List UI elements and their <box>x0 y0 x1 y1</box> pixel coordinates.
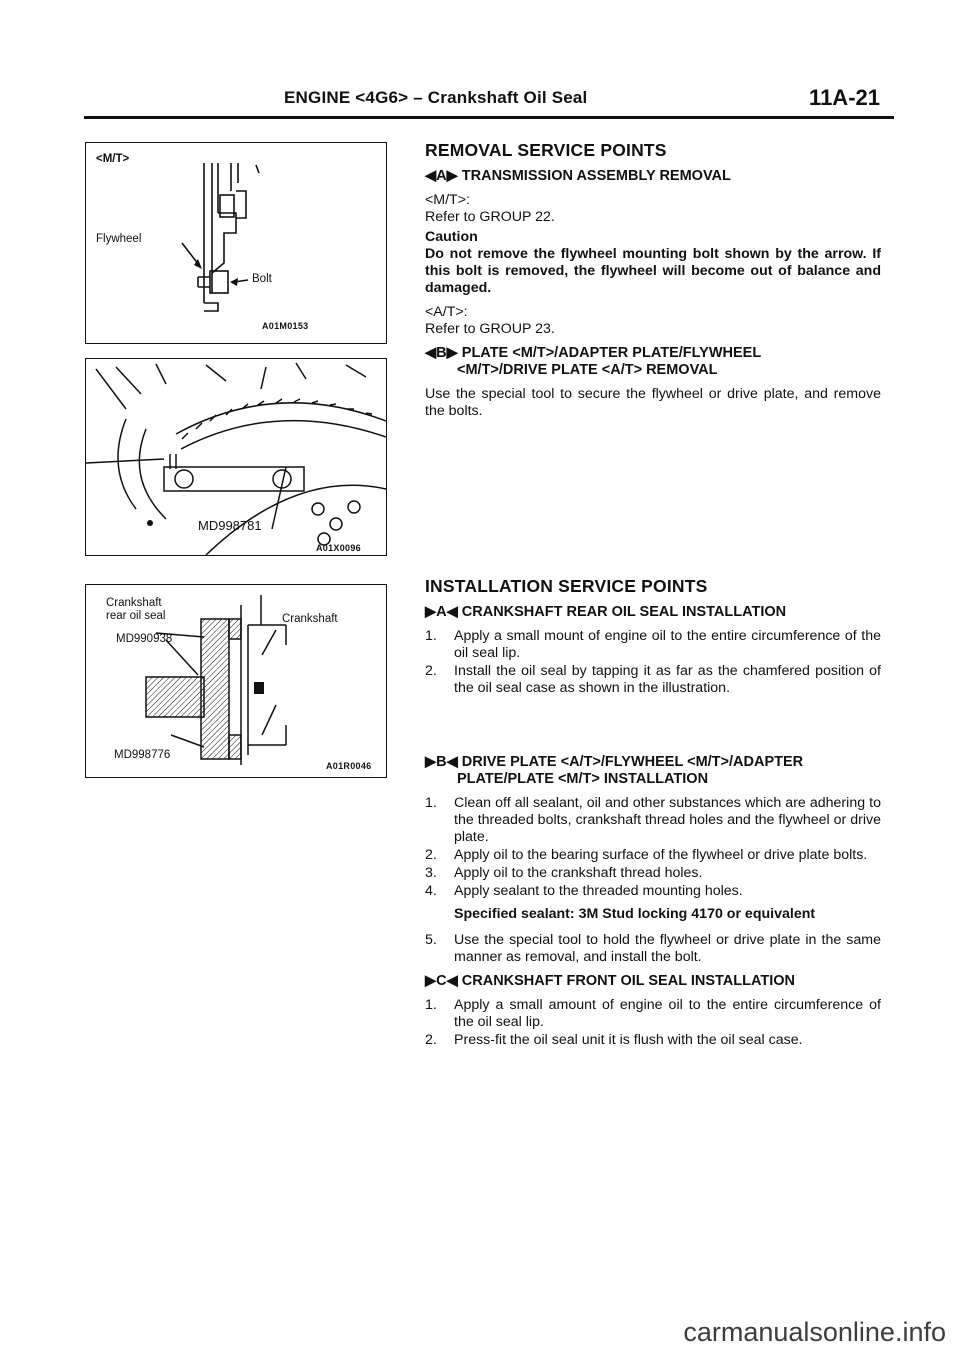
flywheel-label: Flywheel <box>96 233 142 245</box>
installation-c-title: CRANKSHAFT FRONT OIL SEAL INSTALLATION <box>461 973 795 989</box>
list-item: 2. Apply oil to the bearing surface of the flywheel or drive plate bolts. <box>425 847 868 863</box>
removal-b-title-1: PLATE <M/T>/ADAPTER PLATE/FLYWHEEL <box>461 345 762 361</box>
list-item: 1. Apply a small amount of engine oil to the entire circumference of the oil seal lip. <box>425 997 881 1030</box>
list-item: 1. Clean off all sealant, oil and other substances which are adhering to the threaded bolts, crankshaft thread holes and the flywheel or drive plate. <box>425 795 881 845</box>
installation-section <box>425 578 881 1056</box>
removal-a-title: TRANSMISSION ASSEMBLY REMOVAL <box>461 168 731 184</box>
list-item: 1. Apply a small mount of engine oil to the entire circumference of the oil seal lip. <box>425 628 881 661</box>
installation-a-steps <box>425 628 881 697</box>
installation-heading: INSTALLATION SERVICE POINTS <box>425 576 708 596</box>
crankshaft-rear-oil-seal-label <box>106 597 165 623</box>
figure-code: A01M0153 <box>262 321 309 331</box>
bolt-label: Bolt <box>252 273 272 285</box>
page-header <box>88 85 880 114</box>
page-number: 11A-21 <box>809 85 880 110</box>
removal-a-heading <box>425 168 881 185</box>
crankshaft-label: Crankshaft <box>282 613 338 625</box>
list-item: 3. Apply oil to the crankshaft thread holes. <box>425 865 703 881</box>
tool-md998776-label: MD998776 <box>114 749 171 761</box>
removal-b-heading <box>425 345 881 379</box>
installation-b-steps <box>425 795 881 900</box>
seal-label-line-2: rear oil seal <box>106 610 166 622</box>
figure-code: A01X0096 <box>316 543 361 553</box>
seal-label-line-1: Crankshaft <box>106 597 162 609</box>
installation-b-marker: ▶B◀ <box>425 754 458 770</box>
installation-b-title-2: PLATE/PLATE <M/T> INSTALLATION <box>457 771 709 787</box>
mt-reference: Refer to GROUP 22. <box>425 209 555 225</box>
installation-b-step5 <box>425 932 881 966</box>
caution-label: Caution <box>425 229 478 245</box>
at-label: <A/T>: <box>425 304 468 320</box>
list-item: 5. Use the special tool to hold the flywheel or drive plate in the same manner as removal, and install the bolt. <box>425 932 881 965</box>
removal-section <box>425 142 881 427</box>
list-item: 2. Install the oil seal by tapping it as far as the chamfered position of the oil seal case as shown in the illustration. <box>425 663 881 696</box>
installation-c-marker: ▶C◀ <box>425 973 458 989</box>
caution-text: Do not remove the flywheel mounting bolt shown by the arrow. If this bolt is removed, the flywheel will become out of balance and damaged. <box>425 246 881 296</box>
removal-b-title-2: <M/T>/DRIVE PLATE <A/T> REMOVAL <box>457 362 718 378</box>
page-title: ENGINE <4G6> – Crankshaft Oil Seal <box>284 88 588 107</box>
at-reference: Refer to GROUP 23. <box>425 321 555 337</box>
figure-code: A01R0046 <box>326 761 372 771</box>
installation-b-title-1: DRIVE PLATE <A/T>/FLYWHEEL <M/T>/ADAPTER <box>461 754 804 770</box>
specified-sealant: Specified sealant: 3M Stud locking 4170 or equivalent <box>454 906 816 922</box>
installation-a-title: CRANKSHAFT REAR OIL SEAL INSTALLATION <box>461 604 787 620</box>
list-item: 4. Apply sealant to the threaded mounting holes. <box>425 883 743 899</box>
header-rule <box>84 116 894 119</box>
removal-a-marker: ◀A▶ <box>425 168 458 184</box>
list-item: 2. Press-fit the oil seal unit it is flush with the oil seal case. <box>425 1032 803 1048</box>
mt-label: <M/T>: <box>425 192 470 208</box>
installation-c-steps <box>425 997 881 1049</box>
mt-tag-label: <M/T> <box>96 153 130 165</box>
watermark: carmanualsonline.info <box>683 1317 946 1347</box>
tool-md998781-label: MD998781 <box>198 518 262 533</box>
installation-b-heading <box>425 754 881 788</box>
figure-flywheel-bolt <box>85 142 387 344</box>
removal-b-text: Use the special tool to secure the flywheel or drive plate, and remove the bolts. <box>425 386 881 419</box>
installation-c-heading <box>425 973 881 990</box>
figure-special-tool <box>85 358 387 556</box>
removal-b-marker: ◀B▶ <box>425 345 458 361</box>
tool-md990938-label: MD990938 <box>116 633 173 645</box>
figure-rear-oil-seal <box>85 584 387 778</box>
installation-a-marker: ▶A◀ <box>425 604 458 620</box>
removal-heading: REMOVAL SERVICE POINTS <box>425 140 667 160</box>
installation-a-heading <box>425 604 881 621</box>
